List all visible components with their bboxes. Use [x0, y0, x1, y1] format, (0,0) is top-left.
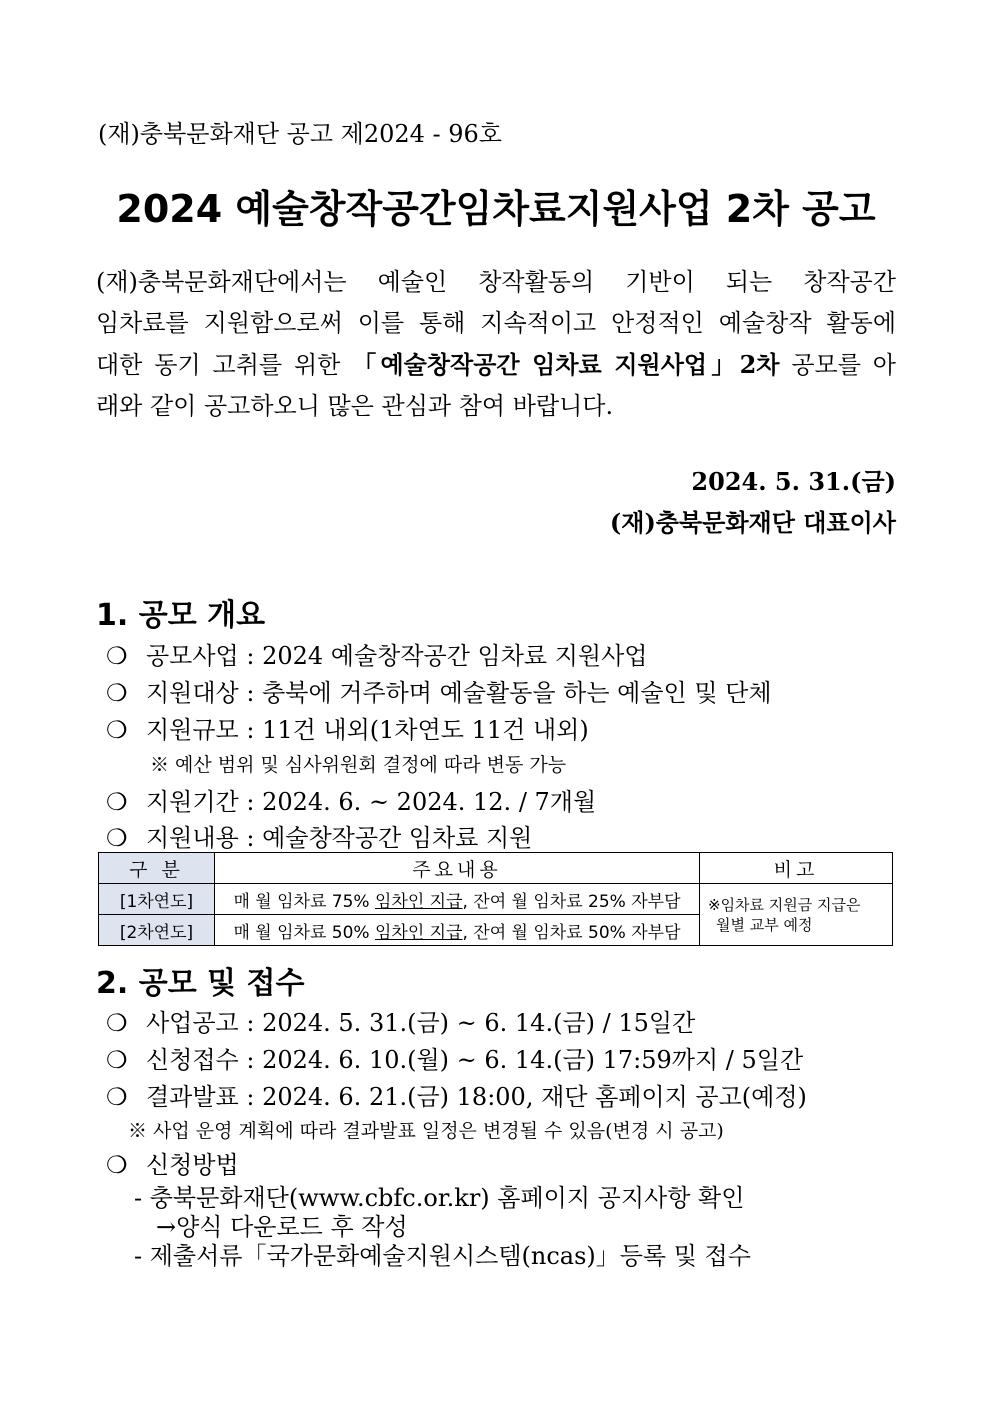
intro-text: 대한 동기 고취를 위한 [96, 351, 353, 379]
document-title: 2024 예술창작공간임차료지원사업 2차 공고 [116, 187, 876, 231]
intro-paragraph [96, 262, 896, 427]
support-table [98, 852, 893, 946]
table-row [99, 884, 893, 915]
intro-line [96, 344, 896, 386]
circle-bullet-icon: ❍ [106, 1083, 128, 1111]
circle-bullet-icon: ❍ [106, 1009, 128, 1037]
intro-line: 래와 같이 공고하오니 많은 관심과 참여 바랍니다. [96, 392, 614, 420]
schedule-note: ※ 사업 운영 계획에 따라 결과발표 일정은 변경될 수 있음(변경 시 공고) [128, 1120, 724, 1142]
notice-number: (재)충북문화재단 공고 제2024 - 96호 [98, 120, 502, 148]
circle-bullet-icon: ❍ [106, 1046, 128, 1074]
table-header: 비고 [700, 853, 893, 884]
list-item: ❍ 지원기간 : 2024. 6. ~ 2024. 12. / 7개월 [106, 788, 597, 816]
table-header-row [99, 853, 893, 884]
intro-text: 공모를 아 [779, 351, 896, 379]
circle-bullet-icon: ❍ [106, 1151, 128, 1179]
circle-bullet-icon: ❍ [106, 824, 128, 852]
circle-bullet-icon: ❍ [106, 642, 128, 670]
circle-bullet-icon: ❍ [106, 788, 128, 816]
list-item: ❍ 지원내용 : 예술창작공간 임차료 지원 [106, 824, 533, 852]
list-item: ❍ 사업공고 : 2024. 5. 31.(금) ~ 6. 14.(금) / 15일간 [106, 1009, 696, 1037]
issuer-name: (재)충북문화재단 대표이사 [609, 508, 896, 537]
table-cell-content: 매 월 임차료 75% 임차인 지급, 잔여 월 임차료 25% 자부담 [215, 884, 700, 915]
method-step: - 제출서류「국가문화예술지원시스템(ncas)」등록 및 접수 [134, 1242, 751, 1270]
budget-note: ※ 예산 범위 및 심사위원회 결정에 따라 변동 가능 [150, 754, 567, 776]
list-item: ❍ 지원규모 : 11건 내외(1차연도 11건 내외) [106, 716, 589, 744]
list-item: ❍ 신청접수 : 2024. 6. 10.(월) ~ 6. 14.(금) 17:59까지 / 5일간 [106, 1046, 804, 1074]
table-header: 구 분 [99, 853, 215, 884]
section-heading-overview: 1. 공모 개요 [96, 598, 266, 633]
table-cell-category: [2차연도] [99, 915, 215, 946]
list-item: ❍ 결과발표 : 2024. 6. 21.(금) 18:00, 재단 홈페이지 공고(예정) [106, 1083, 807, 1111]
list-item: ❍ 신청방법 [106, 1151, 239, 1179]
circle-bullet-icon: ❍ [106, 716, 128, 744]
list-item: ❍ 지원대상 : 충북에 거주하며 예술활동을 하는 예술인 및 단체 [106, 679, 772, 707]
table-cell-content: 매 월 임차료 50% 임차인 지급, 잔여 월 임차료 50% 자부담 [215, 915, 700, 946]
method-step: →양식 다운로드 후 작성 [156, 1213, 408, 1241]
table-cell-category: [1차연도] [99, 884, 215, 915]
table-cell-remark: ※임차료 지원금 지급은 월별 교부 예정 [700, 884, 893, 946]
intro-line: (재)충북문화재단에서는 예술인 창작활동의 기반이 되는 창작공간 [96, 268, 896, 296]
circle-bullet-icon: ❍ [106, 679, 128, 707]
list-item: ❍ 공모사업 : 2024 예술창작공간 임차료 지원사업 [106, 642, 648, 670]
table-header: 주요내용 [215, 853, 700, 884]
section-heading-application: 2. 공모 및 접수 [96, 966, 305, 1001]
method-step: - 충북문화재단(www.cbfc.or.kr) 홈페이지 공지사항 확인 [134, 1184, 745, 1212]
intro-line: 임차료를 지원함으로써 이를 통해 지속적이고 안정적인 예술창작 활동에 [96, 309, 896, 337]
program-name: 「예술창작공간 임차료 지원사업」2차 [352, 350, 780, 379]
notice-date: 2024. 5. 31.(금) [691, 467, 896, 496]
